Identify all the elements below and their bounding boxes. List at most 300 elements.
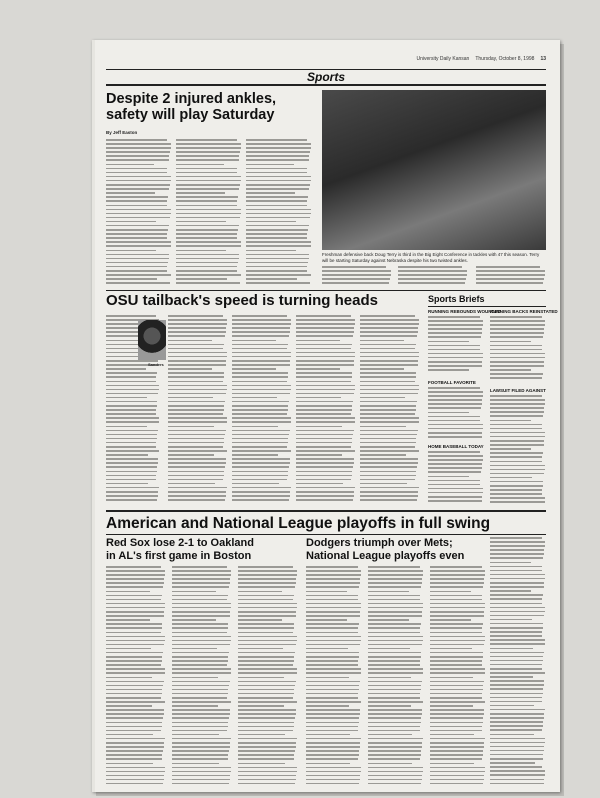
text-line [238,758,294,760]
text-line [306,648,348,650]
text-line [232,434,289,436]
text-line [106,176,171,178]
text-line [430,746,484,748]
text-line [490,594,543,596]
brief-head-5: LAWSUIT FILED AGAINST [490,388,546,393]
text-line [360,319,419,321]
text-line [106,627,162,629]
section-header: Sports [106,69,546,86]
text-line [368,599,420,601]
text-line [106,479,156,481]
text-line [296,491,354,493]
text-line [168,348,223,350]
text-line [490,766,542,768]
text-line [232,356,291,358]
text-line [398,274,467,276]
text-line [430,783,483,785]
text-line [106,209,171,211]
text-line [430,668,485,670]
text-line [106,205,167,207]
text-line [238,566,293,568]
text-line [106,389,159,391]
text-line [168,409,224,411]
text-line [398,266,462,268]
text-line [246,168,307,170]
text-line [246,151,310,153]
text-line [306,619,347,621]
text-line [490,607,545,609]
text-line [238,763,285,765]
text-line [360,434,417,436]
text-line [106,254,169,256]
text-line [106,393,158,395]
text-line [490,444,544,446]
text-line [106,164,154,166]
text-line [296,405,352,407]
text-line [490,497,545,499]
text-line [172,636,231,638]
text-line [296,393,354,395]
text-line [176,241,241,243]
text-line [168,434,225,436]
text-line [246,205,307,207]
text-line [430,578,484,580]
text-line [238,783,295,785]
text-line [238,623,294,625]
text-line [106,578,164,580]
text-line [246,176,311,178]
text-line [360,450,419,452]
sanders-caption: Sanders [148,362,164,367]
text-line [238,644,296,646]
text-line [238,734,285,736]
text-line [306,632,358,634]
text-line [306,771,361,773]
text-line [176,205,237,207]
text-line [238,603,297,605]
text-line [176,200,237,202]
text-line [296,466,353,468]
text-line [106,734,153,736]
text-line [106,262,168,264]
text-line [168,331,226,333]
story1-col5 [398,266,468,287]
text-line [296,397,341,399]
text-line [232,405,288,407]
sanders-photo [138,320,166,360]
text-line [232,450,291,452]
text-line [490,676,533,678]
text-line [360,323,419,325]
text-line [106,229,168,231]
text-line [490,750,544,752]
page-number: 13 [540,56,546,62]
text-line [428,387,480,389]
text-line [106,672,165,674]
text-line [232,348,287,350]
text-line [238,640,297,642]
text-line [368,685,421,687]
text-line [490,758,543,760]
text-line [368,738,423,740]
text-line [232,413,287,415]
text-line [428,484,480,486]
text-line [296,344,352,346]
text-line [168,385,227,387]
text-line [296,442,352,444]
text-line [168,397,213,399]
text-line [490,746,544,748]
text-line [232,381,287,383]
text-line [176,196,238,198]
text-line [428,403,482,405]
text-line [490,725,543,727]
text-line [322,278,390,280]
text-line [106,442,156,444]
text-line [106,681,164,683]
text-line [490,328,544,330]
text-line [306,758,358,760]
text-line [490,754,543,756]
text-line [306,722,359,724]
text-line [296,340,340,342]
text-line [232,471,288,473]
text-line [238,722,294,724]
text-line [246,258,309,260]
text-line [232,372,288,374]
text-line [368,709,422,711]
rule-3 [106,534,546,535]
brief-col2b [490,395,546,507]
text-line [246,213,311,215]
text-line [176,188,239,190]
text-line [360,487,419,489]
text-line [306,668,361,670]
text-line [306,697,358,699]
text-line [168,483,215,485]
text-line [238,701,297,703]
text-line [238,595,294,597]
text-line [232,323,291,325]
text-line [172,763,219,765]
text-line [360,495,418,497]
text-line [232,327,290,329]
text-line [238,693,294,695]
text-line [172,722,228,724]
brief-head-3: HOME BASEBALL TODAY [428,444,484,449]
text-line [172,648,217,650]
text-line [106,233,167,235]
text-line [172,750,229,752]
text-line [490,324,545,326]
text-line [490,448,531,450]
text-line [176,180,241,182]
text-line [232,409,288,411]
text-line [106,644,164,646]
text-line [490,341,531,343]
text-line [306,730,358,732]
text-line [360,421,419,423]
text-line [430,771,485,773]
text-line [430,758,482,760]
text-line [168,475,224,477]
text-line [430,734,474,736]
text-line [232,466,289,468]
text-line [168,340,212,342]
text-line [368,779,422,781]
text-line [246,229,308,231]
text-line [106,221,156,223]
text-line [368,750,421,752]
text-line [106,570,165,572]
text-line [306,726,358,728]
story1-col3 [246,139,312,287]
text-line [430,603,485,605]
text-line [172,570,231,572]
text-line [176,245,241,247]
text-line [238,591,282,593]
text-line [232,483,279,485]
text-line [306,717,359,719]
text-line [106,595,162,597]
text-line [238,771,297,773]
text-line [172,758,228,760]
text-line [430,693,482,695]
text-line [490,395,542,397]
text-line [232,340,276,342]
text-line [306,775,360,777]
text-line [428,395,483,397]
text-line [106,603,165,605]
text-line [106,566,161,568]
text-line [368,586,421,588]
text-line [232,364,290,366]
text-line [172,771,231,773]
text-line [238,668,297,670]
text-line [246,139,307,141]
text-line [490,664,542,666]
text-line [360,442,416,444]
text-line [306,656,359,658]
text-line [360,385,419,387]
text-line [246,159,309,161]
text-line [246,266,307,268]
story5-headline-2: National League playoffs even [306,550,465,562]
text-line [106,438,157,440]
text-line [296,381,351,383]
text-line [360,335,417,337]
text-line [238,754,294,756]
text-line [428,420,480,422]
text-line [296,413,351,415]
text-line [430,697,482,699]
text-line [360,356,419,358]
text-line [246,184,310,186]
text-line [368,660,420,662]
text-line [490,549,544,551]
text-line [238,775,296,777]
text-line [246,180,311,182]
text-line [490,428,542,430]
text-line [296,421,355,423]
text-line [430,738,485,740]
text-line [106,401,157,403]
text-line [360,417,419,419]
text-line [430,586,483,588]
text-line [238,656,294,658]
text-line [106,237,167,239]
text-line [238,738,297,740]
story5-col2 [368,566,424,788]
text-line [106,413,156,415]
text-line [106,586,163,588]
text-line [296,495,354,497]
text-line [306,681,360,683]
text-line [232,344,288,346]
text-line [490,411,544,413]
text-line [106,225,169,227]
text-line [322,274,391,276]
text-line [306,570,361,572]
text-line [306,672,361,674]
text-line [238,709,296,711]
text-line [232,491,290,493]
text-line [232,487,291,489]
text-line [306,623,359,625]
text-line [360,376,416,378]
text-line [106,192,155,194]
text-line [430,677,473,679]
text-line [168,356,227,358]
text-line [106,783,163,785]
text-line [476,274,545,276]
text-line [246,200,307,202]
story4-col2 [172,566,232,788]
text-line [368,582,422,584]
text-line [296,499,353,501]
page-edge [92,40,95,792]
text-line [368,652,421,654]
text-line [368,742,422,744]
text-line [430,685,483,687]
text-line [238,611,296,613]
text-line [176,221,226,223]
text-line [490,779,544,781]
text-line [232,376,288,378]
text-line [296,446,351,448]
text-line [322,270,391,272]
text-line [246,282,310,284]
text-line [238,636,297,638]
text-line [360,401,417,403]
text-line [238,664,293,666]
text-line [232,315,287,317]
text-line [428,357,483,359]
text-line [176,159,239,161]
text-line [490,603,542,605]
text-line [106,372,157,374]
text-line [106,697,161,699]
text-line [490,332,544,334]
text-line [296,475,352,477]
text-line [246,254,309,256]
text-line [246,233,307,235]
text-line [306,603,361,605]
text-line [176,262,238,264]
text-line [172,578,230,580]
text-line [172,611,230,613]
folio-line [106,56,546,66]
paper-name: University Daily Kansan [416,56,470,62]
text-line [296,434,353,436]
text-line [368,619,409,621]
text-line [368,730,420,732]
story2-col5 [360,315,420,507]
text-line [106,754,162,756]
text-line [106,241,171,243]
text-line [106,217,170,219]
text-line [490,336,543,338]
text-line [306,677,349,679]
text-line [428,480,480,482]
text-line [106,426,147,428]
text-line [490,656,543,658]
text-line [176,225,239,227]
text-line [106,139,167,141]
text-line [368,697,420,699]
text-line [246,147,311,149]
text-line [490,762,535,764]
text-line [306,709,360,711]
text-line [296,368,340,370]
text-line [238,586,295,588]
text-line [490,729,542,731]
text-line [106,417,159,419]
text-line [232,335,289,337]
text-line [168,430,226,432]
text-line [296,458,354,460]
newspaper-page [92,40,560,792]
text-line [238,767,297,769]
text-line [430,717,483,719]
text-line [106,499,157,501]
text-line [172,726,228,728]
text-line [296,430,354,432]
text-line [368,648,410,650]
text-line [106,652,163,654]
text-line [490,465,545,467]
text-line [246,164,294,166]
text-line [106,434,157,436]
text-line [490,627,543,629]
text-line [106,454,148,456]
text-line [368,656,421,658]
text-line [490,440,544,442]
text-line [490,738,545,740]
text-line [106,274,171,276]
text-line [106,730,161,732]
text-line [246,262,308,264]
text-line [430,570,485,572]
story1-headline: Despite 2 injured ankles, safety will play Saturday [106,91,277,123]
text-line [368,693,420,695]
text-line [360,446,415,448]
text-line [106,213,171,215]
text-line [172,681,230,683]
text-line [368,746,422,748]
text-line [172,668,231,670]
text-line [490,537,542,539]
